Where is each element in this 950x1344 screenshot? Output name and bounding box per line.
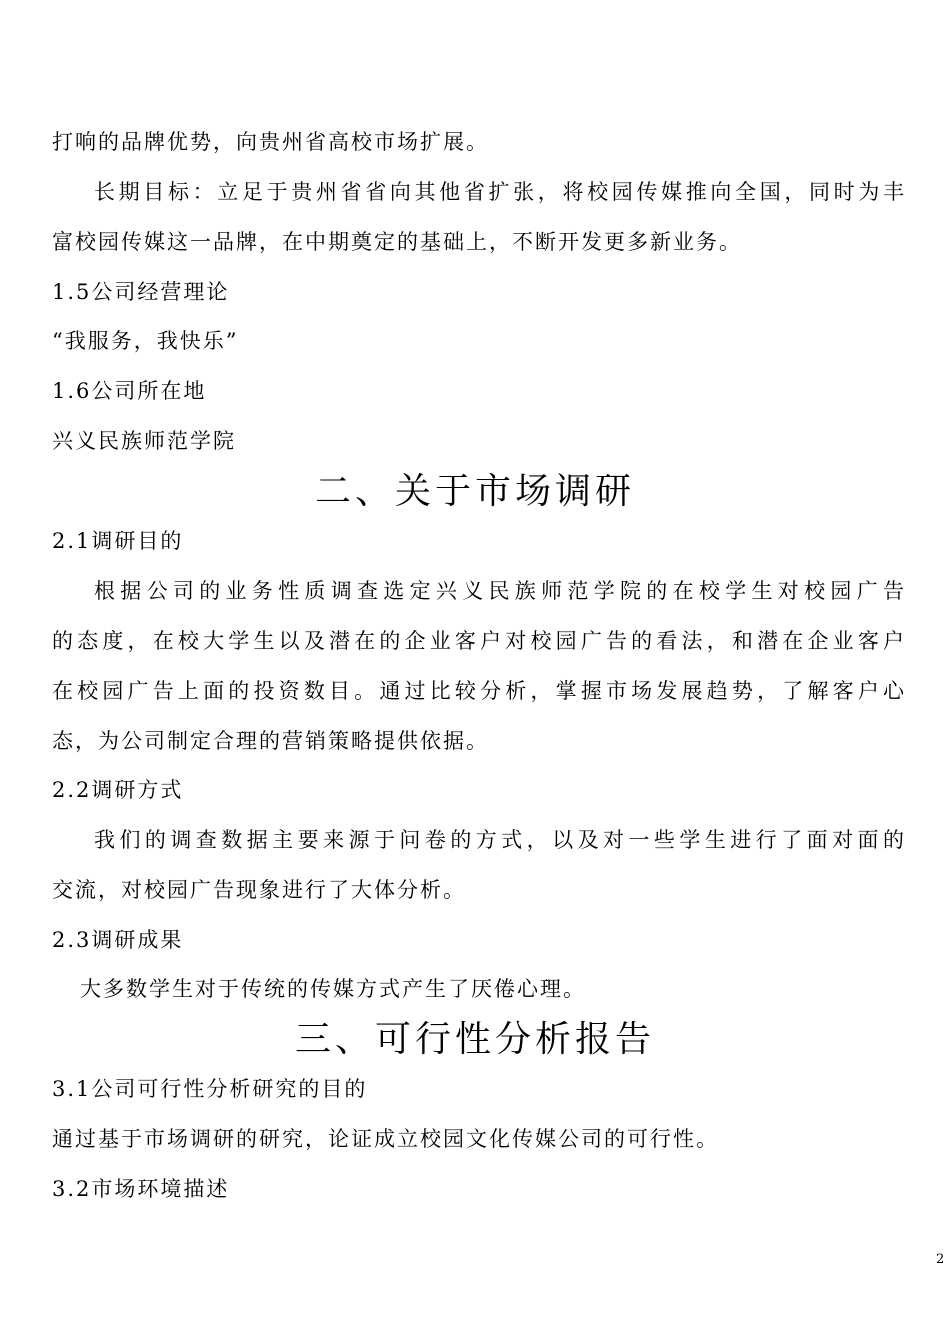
paragraph-line: 通过基于市场调研的研究，论证成立校园文化传媒公司的可行性。 [52,1127,719,1151]
subsection-title: 2.2调研方式 [52,778,184,802]
paragraph-line: 富校园传媒这一品牌，在中期奠定的基础上，不断开发更多新业务。 [52,230,742,254]
paragraph-line: 我们的调查数据主要来源于问卷的方式，以及对一些学生进行了面对面的 [94,828,904,852]
page-number: 2 [936,1252,945,1267]
paragraph-line: 交流，对校园广告现象进行了大体分析。 [52,878,466,902]
subsection-title: 2.1调研目的 [52,529,184,553]
paragraph-line: 的态度，在校大学生以及潜在的企业客户对校园广告的看法，和潜在企业客户 [52,629,904,653]
subsection-title: 1.5公司经营理论 [52,280,230,304]
paragraph-line: 根据公司的业务性质调查选定兴义民族师范学院的在校学生对校园广告 [94,579,904,603]
section-heading: 二、关于市场调研 [314,471,635,512]
section-heading: 三、可行性分析报告 [294,1019,655,1060]
paragraph-line: 长期目标：立足于贵州省省向其他省扩张，将校园传媒推向全国，同时为丰 [94,180,904,204]
paragraph-line: 态，为公司制定合理的营销策略提供依据。 [52,729,489,753]
subsection-title: 1.6公司所在地 [52,379,207,403]
paragraph-line: 兴义民族师范学院 [52,429,236,453]
paragraph-line: 在校园广告上面的投资数目。通过比较分析，掌握市场发展趋势，了解客户心 [52,679,904,703]
paragraph-line: 大多数学生对于传统的传媒方式产生了厌倦心理。 [80,977,586,1001]
subsection-title: 3.2市场环境描述 [52,1177,230,1201]
subsection-title: 3.1公司可行性分析研究的目的 [52,1077,368,1101]
subsection-title: 2.3调研成果 [52,928,184,952]
paragraph-line: “我服务，我快乐” [52,329,239,353]
paragraph-line: 打响的品牌优势，向贵州省高校市场扩展。 [52,130,489,154]
